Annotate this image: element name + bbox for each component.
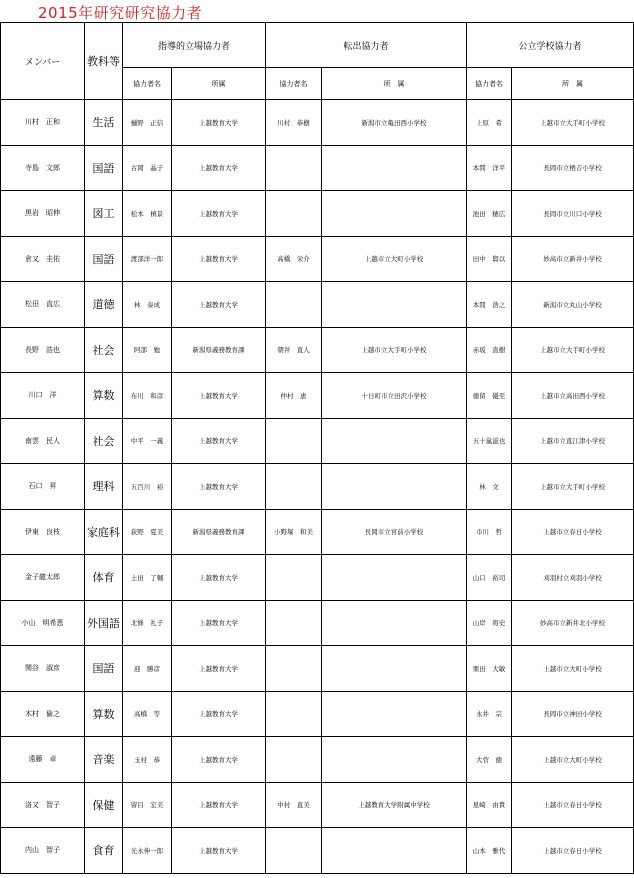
transfer-affiliation-cell: 新潟市立亀田西小学校 [322,100,467,146]
public-name-cell: 田中 賢以 [467,236,512,282]
transfer-affiliation-cell [322,145,467,191]
subject-cell: 国語 [85,236,123,282]
table-row [1,282,634,328]
member-cell: 川村 正和 [1,100,85,146]
transfer-affiliation-cell: 十日町市立田沢小学校 [322,373,467,419]
public-name-cell: 永井 宗 [467,691,512,737]
public-affiliation-cell: 上越市立直江津小学校 [512,418,634,464]
subject-cell: 道徳 [85,282,123,328]
guidance-affiliation-cell: 上越教育大学 [172,828,266,874]
public-name-cell: 本間 浩之 [467,282,512,328]
public-name-cell: 池田 穂広 [467,191,512,237]
member-cell: 川口 洋 [1,373,85,419]
guidance-name-cell: 中平 一義 [123,418,172,464]
guidance-affiliation-cell: 上越教育大学 [172,646,266,692]
guidance-name-cell: 迎 勝彦 [123,646,172,692]
guidance-affiliation-cell: 上越教育大学 [172,191,266,237]
header-collaborator: 協力者名 [123,68,172,100]
public-affiliation-cell: 上越市立春日小学校 [512,509,634,555]
public-name-cell: 赤坂 直樹 [467,327,512,373]
public-name-cell: 徳留 優至 [467,373,512,419]
public-affiliation-cell: 新潟市立丸山小学校 [512,282,634,328]
public-affiliation-cell: 上越市立大手町小学校 [512,100,634,146]
transfer-name-cell: 川村 恭樹 [266,100,322,146]
public-affiliation-cell: 妙高市立新井小学校 [512,236,634,282]
public-affiliation-cell: 長岡市立栖吉小学校 [512,145,634,191]
transfer-name-cell [266,646,322,692]
transfer-name-cell: 朝井 直人 [266,327,322,373]
transfer-affiliation-cell [322,600,467,646]
public-affiliation-cell: 上越市立大町小学校 [512,737,634,783]
subject-cell: 理科 [85,464,123,510]
public-name-cell: 山本 雅代 [467,828,512,874]
subject-cell: 社会 [85,327,123,373]
transfer-name-cell: 中村 直美 [266,782,322,828]
subject-cell: 家庭科 [85,509,123,555]
header-member: メンバー [1,23,85,100]
public-affiliation-cell: 上越市立春日小学校 [512,782,634,828]
table-row [1,828,634,874]
guidance-affiliation-cell: 上越教育大学 [172,782,266,828]
guidance-name-cell: 留目 宏美 [123,782,172,828]
table-body [1,100,634,874]
transfer-affiliation-cell [322,191,467,237]
transfer-name-cell [266,418,322,464]
guidance-name-cell: 樋野 正信 [123,100,172,146]
subject-cell: 国語 [85,646,123,692]
transfer-affiliation-cell: 上越教育大学附属中学校 [322,782,467,828]
transfer-name-cell [266,691,322,737]
header-group-guidance: 指導的立場協力者 [123,23,266,68]
member-cell: 長野 浩也 [1,327,85,373]
guidance-affiliation-cell: 上越教育大学 [172,373,266,419]
header-affiliation: 所 属 [322,68,467,100]
transfer-affiliation-cell [322,737,467,783]
subject-cell: 算数 [85,373,123,419]
subject-cell: 国語 [85,145,123,191]
guidance-name-cell: 荻野 夏美 [123,509,172,555]
transfer-affiliation-cell [322,282,467,328]
public-affiliation-cell: 上越市立大手町小学校 [512,327,634,373]
public-name-cell: 栗田 大敏 [467,646,512,692]
public-name-cell: 山口 裕司 [467,555,512,601]
public-name-cell: 山岸 将史 [467,600,512,646]
guidance-affiliation-cell: 上越教育大学 [172,282,266,328]
guidance-affiliation-cell: 新潟県義務教育課 [172,509,266,555]
table-row [1,600,634,646]
transfer-name-cell [266,828,322,874]
public-name-cell: 本間 洋平 [467,145,512,191]
member-cell: 南雲 民人 [1,418,85,464]
transfer-affiliation-cell: 長岡市立宮前小学校 [322,509,467,555]
table-row [1,782,634,828]
public-affiliation-cell: 長岡市立川口小学校 [512,191,634,237]
guidance-name-cell: 高橋 等 [123,691,172,737]
transfer-affiliation-cell: 上越市立大手町小学校 [322,327,467,373]
table-row [1,236,634,282]
transfer-name-cell [266,737,322,783]
guidance-affiliation-cell: 上越教育大学 [172,691,266,737]
table-row [1,646,634,692]
subject-cell: 保健 [85,782,123,828]
guidance-name-cell: 玉村 恭 [123,737,172,783]
member-cell: 倉又 圭佑 [1,236,85,282]
guidance-name-cell: 林 泰成 [123,282,172,328]
guidance-affiliation-cell: 上越教育大学 [172,737,266,783]
guidance-affiliation-cell: 新潟県義務教育課 [172,327,266,373]
table-row [1,555,634,601]
guidance-affiliation-cell: 上越教育大学 [172,418,266,464]
transfer-name-cell [266,464,322,510]
transfer-name-cell [266,600,322,646]
guidance-name-cell: 松本 槙景 [123,191,172,237]
table-row [1,418,634,464]
public-affiliation-cell: 長岡市立神田小学校 [512,691,634,737]
member-cell: 内山 智子 [1,828,85,874]
guidance-name-cell: 土田 了輔 [123,555,172,601]
table-row [1,691,634,737]
table-row [1,191,634,237]
header-subject: 教科等 [85,23,123,100]
subject-cell: 音楽 [85,737,123,783]
member-cell: 小山 明希恵 [1,600,85,646]
public-affiliation-cell: 妙高市立新井北小学校 [512,600,634,646]
subject-cell: 算数 [85,691,123,737]
table-row [1,737,634,783]
table-row [1,327,634,373]
guidance-affiliation-cell: 上越教育大学 [172,236,266,282]
member-cell: 金子龍太郎 [1,555,85,601]
guidance-name-cell: 北條 礼子 [123,600,172,646]
subject-cell: 食育 [85,828,123,874]
member-cell: 関谷 淑彦 [1,646,85,692]
public-name-cell: 市川 哲 [467,509,512,555]
member-cell: 黒岩 昭伸 [1,191,85,237]
collaborator-table [0,22,634,874]
public-name-cell: 上原 希 [467,100,512,146]
header-group-public: 公立学校協力者 [467,23,634,68]
public-name-cell: 大菅 徳 [467,737,512,783]
member-cell: 木村 倫之 [1,691,85,737]
transfer-name-cell [266,145,322,191]
public-affiliation-cell: 刈羽村立刈羽小学校 [512,555,634,601]
member-cell: 洛又 智子 [1,782,85,828]
transfer-affiliation-cell [322,418,467,464]
subject-cell: 体育 [85,555,123,601]
guidance-name-cell: 五百川 裕 [123,464,172,510]
guidance-name-cell: 光永伸一郎 [123,828,172,874]
header-affiliation: 所属 [172,68,266,100]
member-cell: 松田 直広 [1,282,85,328]
page-title: 2015年研究研究協力者 [38,4,203,22]
table-row [1,373,634,419]
guidance-name-cell: 渡部洋一郎 [123,236,172,282]
public-affiliation-cell: 上越市立大手町小学校 [512,464,634,510]
transfer-name-cell [266,555,322,601]
transfer-name-cell: 高橋 栄介 [266,236,322,282]
transfer-affiliation-cell [322,828,467,874]
member-cell: 遠藤 卓 [1,737,85,783]
transfer-affiliation-cell [322,646,467,692]
transfer-name-cell: 小野塚 和美 [266,509,322,555]
guidance-affiliation-cell: 上越教育大学 [172,464,266,510]
member-cell: 石口 昇 [1,464,85,510]
transfer-affiliation-cell [322,464,467,510]
member-cell: 寺島 文郎 [1,145,85,191]
transfer-affiliation-cell [322,555,467,601]
guidance-name-cell: 阿部 勉 [123,327,172,373]
guidance-name-cell: 布川 和彦 [123,373,172,419]
header-collaborator: 協力者名 [266,68,322,100]
table-row [1,464,634,510]
guidance-affiliation-cell: 上越教育大学 [172,100,266,146]
public-affiliation-cell: 上越市立春日小学校 [512,828,634,874]
transfer-name-cell [266,282,322,328]
public-affiliation-cell: 上越市立高田西小学校 [512,373,634,419]
table-row [1,100,634,146]
transfer-name-cell: 仲村 恵 [266,373,322,419]
transfer-name-cell [266,191,322,237]
subject-cell: 外国語 [85,600,123,646]
public-name-cell: 星崎 由貴 [467,782,512,828]
public-name-cell: 五十嵐滋也 [467,418,512,464]
transfer-affiliation-cell: 上越市立大町小学校 [322,236,467,282]
header-collaborator: 協力者名 [467,68,512,100]
public-affiliation-cell: 上越市立大町小学校 [512,646,634,692]
subject-cell: 図工 [85,191,123,237]
guidance-name-cell: 古岡 晶子 [123,145,172,191]
header-affiliation: 所 属 [512,68,634,100]
header-group-transfer: 転出協力者 [266,23,467,68]
transfer-affiliation-cell [322,691,467,737]
subject-cell: 生活 [85,100,123,146]
subject-cell: 社会 [85,418,123,464]
table-row [1,145,634,191]
guidance-affiliation-cell: 上越教育大学 [172,600,266,646]
member-cell: 伊東 良枝 [1,509,85,555]
guidance-affiliation-cell: 上越教育大学 [172,145,266,191]
table-row [1,509,634,555]
public-name-cell: 林 文 [467,464,512,510]
guidance-affiliation-cell: 上越教育大学 [172,555,266,601]
